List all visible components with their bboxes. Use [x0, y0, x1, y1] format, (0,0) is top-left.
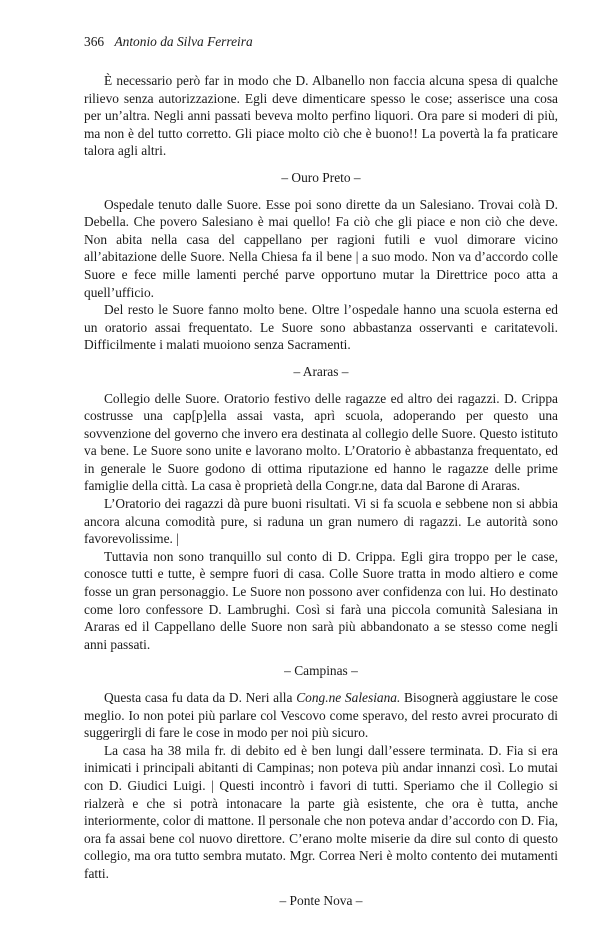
section-heading-ponte-nova: – Ponte Nova – [279, 892, 363, 908]
section-ouro-preto [84, 169, 558, 354]
document-page [84, 33, 558, 918]
paragraph-text: Bisognerà aggiustare le cose meglio. Io non potei più parlare col Vescovo come speravo, del resto avrei procurato di suggerirgli di fare le cose in modo per noi più sicuro. [84, 690, 558, 741]
page-number: 366 [84, 34, 105, 49]
paragraph [84, 689, 558, 742]
paragraph: È necessario però far in modo che D. Albanello non faccia alcuna spesa di qualche rilievo senza autorizzazione. Egli deve dimenticare spesso le cose; asserisce una cosa per un’altra. Negli anni passati beveva molto perfino liquori. Ora pare si moderi di più, ma non è del tutto corretto. Gli piace molto ciò che è buono!! La povertà la fa praticare talora agli altri. [84, 73, 558, 159]
section-intro [84, 72, 558, 160]
section-heading-campinas: – Campinas – [284, 663, 358, 679]
paragraph: Tuttavia non sono tranquillo sul conto di D. Crippa. Egli gira troppo per le case, conosce tutti e tutte, è sempre fuori di casa. Colle Suore tratta in modo altiero e come fosse un gran personaggio. Le Suore non possono aver confidenza con lui. Ho destinato come loro confessore D. Lambrughi. Così si farà una piccola comunità Salesiana in Araras ed il Cappellano delle Suore non sarà più abbandonato a se stesso come negli anni passati. [84, 548, 558, 652]
paragraph: L’Oratorio dei ragazzi dà pure buoni risultati. Vi si fa scuola e sebbene non si abbia ancora alcuna comodità pure, si raduna un gran numero di ragazzi. Le autorità sono favorevolissime. | [84, 496, 558, 547]
section-araras [84, 363, 558, 654]
paragraph: Collegio delle Suore. Oratorio festivo delle ragazze ed altro dei ragazzi. D. Crippa costrusse una cap[p]ella assai vasta, aprì scuola, adoperando per questo una sovvenzione del governo che invero era destinata al collegio delle Suore. Questo istituto va bene. Le Suore sono unite e lavorano molto. L’Oratorio è abbastanza frequentato, ed in generale le Suore godono di ottima riputazione ed hanno le ragazze delle prime famiglie della città. La casa è proprietà della Congr.ne, data dal Barone di Araras. [84, 390, 558, 494]
paragraph: Ospedale tenuto dalle Suore. Esse poi sono dirette da un Salesiano. Trovai colà D. Debella. Che povero Salesiano è mai quello! Fa ciò che gli piace e non ciò che deve. Non abita nella casa del cappellano per ragioni futili e vuol dimorare vicino all’abitazione delle Suore. Nella Chiesa fa il bene | a suo modo. Non va d’accordo colle Suore e fece mille lamenti perché parve opportuno mutar la Direttrice poco atta a quell’ufficio. [84, 196, 558, 300]
section-campinas [84, 662, 558, 882]
paragraph: La casa ha 38 mila fr. di debito ed è ben lungi dall’essere terminata. D. Fia si era inimicati i principali abitanti di Campinas; non poteva più andar innanzi così. Lo mutai con D. Giudici Luigi. | Questi incontrò i favori di tutti. Speriamo che il Collegio si rialzerà e che si potrà intonacare la parte già esistente, che ora è tutta, anche interiormente, color di mattone. Il personale che non poteva andar d’accordo con D. Fia, ora fa assai bene col nuovo direttore. C’erano molte miserie da dire sul conto di questo collegio, ma ora tutto sembra mutato. Mgr. Correa Neri è molto contento dei mutamenti fatti. [84, 742, 558, 881]
paragraph-text: Questa casa fu data da D. Neri alla [104, 690, 297, 705]
paragraph: Del resto le Suore fanno molto bene. Oltre l’ospedale hanno una scuola esterna ed un oratorio assai frequentato. Le Suore sono abbastanza osservanti e caritatevoli. Difficilmente i malati muoiono senza Sacramenti. [84, 302, 558, 353]
section-heading-araras: – Araras – [293, 363, 349, 379]
section-heading-ouro-preto: – Ouro Preto – [281, 169, 361, 185]
running-head-author: Antonio da Silva Ferreira [114, 34, 253, 49]
running-head [84, 33, 558, 51]
italic-text: Cong.ne Salesiana. [296, 690, 401, 705]
section-ponte-nova [84, 892, 558, 910]
